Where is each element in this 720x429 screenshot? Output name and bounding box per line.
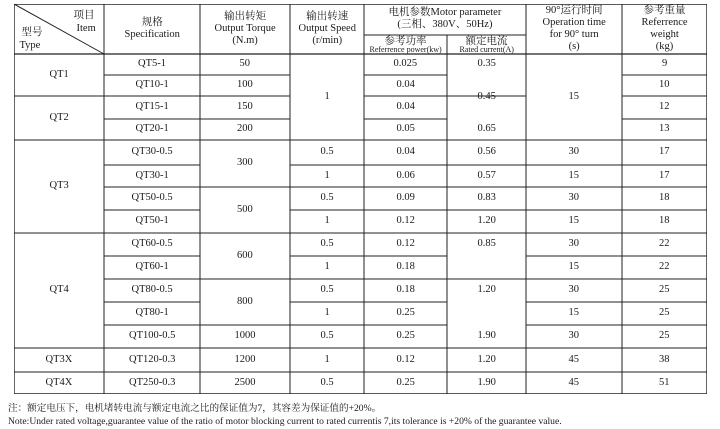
torque-cell: 800	[237, 295, 253, 307]
torque-cell: 200	[237, 123, 253, 134]
footnotes	[8, 402, 713, 428]
weight-cell: 51	[659, 376, 670, 388]
time-cell: 30	[568, 330, 579, 341]
spec-cell: QT30-1	[135, 169, 169, 181]
torque-cell: 300	[237, 157, 253, 168]
torque-cell: 50	[239, 58, 250, 69]
header-current-cn: 额定电流	[465, 36, 508, 47]
weight-cell: 22	[659, 261, 670, 272]
header-output-torque: 输出转矩 Output Torque (N.m)	[214, 11, 276, 47]
speed-cell: 0.5	[320, 192, 334, 203]
spec-cell: QT30-0.5	[131, 146, 173, 157]
time-cell: 45	[568, 353, 579, 365]
time-cell: 15	[568, 307, 579, 318]
weight-cell: 10	[659, 79, 670, 90]
power-cell: 0.25	[396, 307, 415, 318]
torque-cell: 100	[237, 79, 253, 90]
torque-cell: 1000	[234, 330, 256, 341]
speed-cell: 1	[324, 169, 330, 181]
spec-cell: QT50-1	[135, 215, 169, 226]
spec-cell: QT50-0.5	[131, 192, 173, 203]
power-cell: 0.18	[396, 284, 415, 295]
time-cell: 15	[568, 169, 579, 181]
weight-cell: 13	[659, 123, 670, 134]
header-motor-parameter: 电机参数Motor parameter (三相、380V、50Hz)	[388, 7, 502, 31]
current-cell: 0.65	[477, 123, 496, 134]
time-cell: 30	[568, 284, 579, 295]
current-cell: 1.20	[477, 284, 496, 295]
header-item-en: Item	[76, 23, 96, 34]
speed-cell: 0.5	[320, 284, 334, 295]
power-cell: 0.04	[396, 79, 415, 90]
power-cell: 0.06	[396, 169, 415, 181]
header-type-cn: 型号	[21, 27, 43, 38]
header-output-speed: 输出转速 Output Speed (r/min)	[298, 11, 356, 47]
spec-cell: QT80-1	[135, 307, 169, 318]
speed-cell: 1	[324, 90, 330, 102]
time-cell: 30	[568, 238, 579, 249]
power-cell: 0.05	[396, 123, 415, 134]
weight-cell: 12	[659, 101, 670, 112]
weight-cell: 22	[659, 238, 670, 249]
current-cell: 0.57	[477, 169, 496, 181]
spec-cell: QT15-1	[135, 101, 169, 112]
weight-cell: 9	[662, 58, 668, 69]
time-cell: 30	[568, 146, 579, 157]
time-cell: 15	[568, 215, 579, 226]
speed-cell: 0.5	[320, 238, 334, 249]
current-cell: 0.45	[477, 90, 496, 102]
note-english: Note:Under rated voltage,guarantee value of the ratio of motor blocking current to rated currentis 7,its tolerance is +20% of the guarantee value.	[8, 416, 562, 427]
header-specification: 规格 Specification	[124, 17, 180, 41]
type-cell: QT1	[49, 68, 69, 80]
power-cell: 0.09	[396, 192, 415, 203]
power-cell: 0.12	[396, 215, 415, 226]
torque-cell: 2500	[234, 376, 256, 388]
spec-cell: QT10-1	[135, 79, 169, 90]
header-item-cn: 项目	[73, 10, 95, 21]
current-cell: 0.83	[477, 192, 496, 203]
header-power-cn: 参考功率	[384, 36, 427, 47]
header-current-en: Rated current(A)	[459, 45, 514, 54]
power-cell: 0.25	[396, 330, 415, 341]
type-cell: QT2	[49, 111, 69, 123]
type-cell: QT3	[49, 180, 69, 191]
weight-cell: 25	[659, 284, 670, 295]
time-cell: 30	[568, 192, 579, 203]
table-grid	[14, 4, 707, 394]
type-cell: QT4	[49, 284, 69, 295]
power-cell: 0.04	[396, 101, 415, 112]
power-cell: 0.25	[396, 376, 415, 388]
weight-cell: 17	[659, 169, 670, 181]
weight-cell: 38	[659, 353, 670, 365]
spec-table	[14, 4, 707, 394]
power-cell: 0.12	[396, 353, 415, 365]
current-cell: 1.90	[477, 376, 496, 388]
speed-cell: 0.5	[320, 146, 334, 157]
power-cell: 0.18	[396, 261, 415, 272]
speed-cell: 1	[324, 261, 330, 272]
speed-cell: 0.5	[320, 330, 334, 341]
torque-cell: 500	[237, 203, 253, 215]
spec-cell: QT60-1	[135, 261, 169, 272]
spec-cell: QT80-0.5	[131, 284, 173, 295]
time-cell: 15	[568, 261, 579, 272]
header-type-en: Type	[19, 40, 41, 51]
weight-cell: 18	[659, 215, 670, 226]
header-operation-time: 90°运行时间 Operation time for 90° turn (s)	[542, 5, 606, 53]
power-cell: 0.025	[393, 58, 418, 69]
speed-cell: 1	[324, 215, 330, 226]
power-cell: 0.12	[396, 238, 415, 249]
torque-cell: 1200	[234, 353, 256, 365]
spec-cell: QT20-1	[135, 123, 169, 134]
current-cell: 0.35	[477, 58, 496, 69]
speed-cell: 1	[324, 353, 330, 365]
current-cell: 1.90	[477, 330, 496, 341]
spec-cell: QT250-0.3	[129, 376, 176, 388]
weight-cell: 17	[659, 146, 670, 157]
time-cell: 15	[568, 90, 579, 102]
power-cell: 0.04	[396, 146, 415, 157]
weight-cell: 18	[659, 192, 670, 203]
spec-cell: QT60-0.5	[131, 238, 173, 249]
weight-cell: 25	[659, 330, 670, 341]
current-cell: 1.20	[477, 353, 496, 365]
speed-cell: 1	[324, 307, 330, 318]
spec-cell: QT120-0.3	[129, 353, 176, 365]
spec-cell: QT5-1	[138, 58, 166, 69]
current-cell: 0.85	[477, 238, 496, 249]
header-weight: 参考重量 Referrence weight (kg)	[641, 5, 688, 53]
current-cell: 0.56	[477, 146, 496, 157]
current-cell: 1.20	[477, 215, 496, 226]
time-cell: 45	[568, 376, 579, 388]
header-power-en: Referrence power(kw)	[369, 45, 442, 54]
type-cell: QT4X	[45, 376, 73, 388]
torque-cell: 600	[237, 249, 253, 261]
note-chinese: 注：额定电压下，电机堵转电流与额定电流之比的保证值为7，其容差为保证值的+20%。	[8, 403, 382, 414]
speed-cell: 0.5	[320, 376, 334, 388]
type-cell: QT3X	[45, 353, 73, 365]
spec-cell: QT100-0.5	[129, 330, 176, 341]
weight-cell: 25	[659, 307, 670, 318]
torque-cell: 150	[237, 101, 253, 112]
